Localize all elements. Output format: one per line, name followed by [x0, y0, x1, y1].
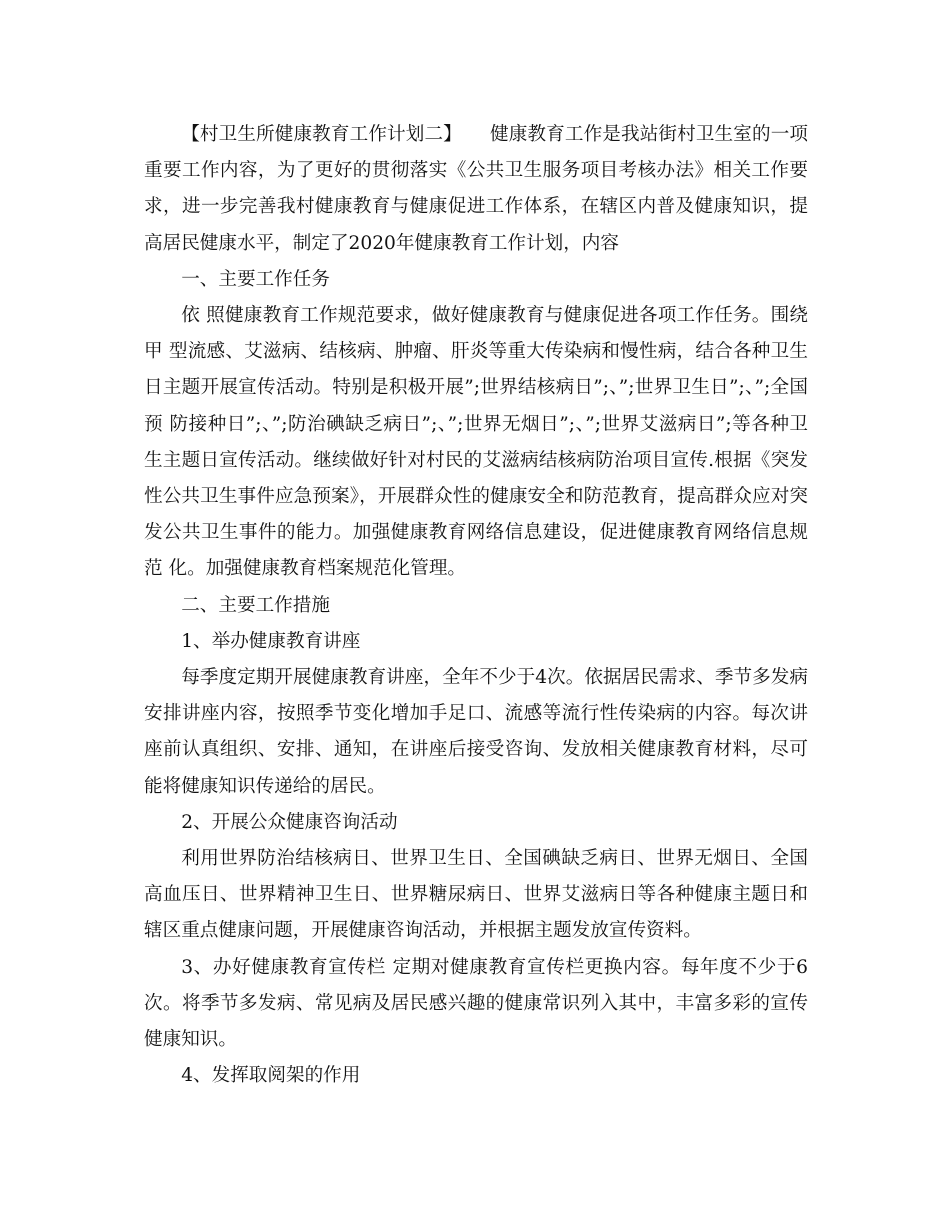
subheading-lectures: 1、举办健康教育讲座: [181, 630, 361, 652]
bulletin-board-paragraph: 3、办好健康教育宣传栏 定期对健康教育宣传栏更换内容。每年度不少于6次。将季节多发病、常见病及居民感兴趣的健康常识列入其中，丰富多彩的宣传健康知识。: [144, 956, 808, 1051]
subheading-reading-rack: 4、发挥取阅架的作用: [181, 1065, 361, 1087]
intro-paragraph: 【村卫生所健康教育工作计划二】 健康教育工作是我站街村卫生室的一项重要工作内容，为了更好的贯彻落实《公共卫生服务项目考核办法》相关工作要求，进一步完善我村健康教育与健康促进工作体系，在辖区内普及健康知识，提高居民健康水平，制定了2020年健康教育工作计划，内容: [144, 124, 808, 254]
subheading-consultation: 2、开展公众健康咨询活动: [181, 811, 398, 833]
section-heading-main-tasks: 一、主要工作任务: [181, 268, 330, 290]
lectures-paragraph: 每季度定期开展健康教育讲座，全年不少于4次。依据居民需求、季节多发病安排讲座内容，按照季节变化增加手足口、流感等流行性传染病的内容。每次讲座前认真组织、安排、通知，在讲座后接受咨询、发放相关健康教育材料，尽可能将健康知识传递给的居民。: [144, 667, 808, 797]
section-heading-main-measures: 二、主要工作措施: [181, 594, 330, 616]
document-body: [144, 117, 814, 1094]
main-tasks-paragraph: 依 照健康教育工作规范要求，做好健康教育与健康促进各项工作任务。围绕甲 型流感、艾滋病、结核病、肿瘤、肝炎等重大传染病和慢性病，结合各种卫生日主题开展宣传活动。特别是积极开展”;世界结核病日”;、”;世界卫生日”;、”;全国预 防接种日”;、”;防治碘缺乏病日”;、”;世界无烟日”;、”;世界艾滋病日”;等各种卫生主题日宣传活动。继续做好针对村民的艾滋病结核病防治项目宣传.根据《突发 性公共卫生事件应急预案》，开展群众性的健康安全和防范教育，提高群众应对突发公共卫生事件的能力。加强健康教育网络信息建设，促进健康教育网络信息规范 化。加强健康教育档案规范化管理。: [144, 305, 814, 580]
consultation-paragraph: 利用世界防治结核病日、世界卫生日、全国碘缺乏病日、世界无烟日、全国高血压日、世界精神卫生日、世界糖尿病日、世界艾滋病日等各种健康主题日和辖区重点健康问题，开展健康咨询活动，并根据主题发放宣传资料。: [144, 848, 808, 942]
